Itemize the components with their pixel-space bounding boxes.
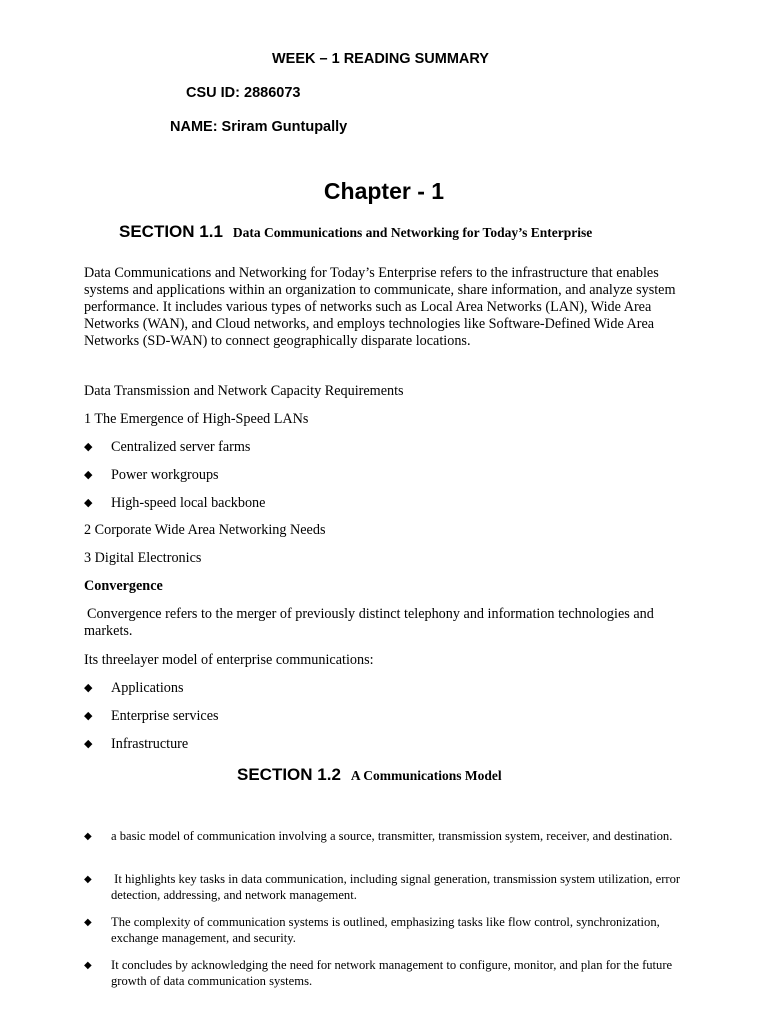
chapter-title: Chapter - 1 xyxy=(323,178,445,204)
summary-title: WEEK – 1 READING SUMMARY xyxy=(272,51,489,67)
diamond-bullet-icon: ◆ xyxy=(84,831,92,842)
diamond-bullet-icon: ◆ xyxy=(84,917,92,928)
diamond-bullet-icon: ◆ xyxy=(84,497,93,509)
diamond-bullet-icon: ◆ xyxy=(84,710,93,722)
list-item-1: 1 The Emergence of High-Speed LANs xyxy=(84,411,309,427)
section-2-heading xyxy=(237,765,502,785)
section-1-number: SECTION 1.1 xyxy=(119,222,223,241)
list-item-3: 3 Digital Electronics xyxy=(84,550,202,566)
list-item-2: 2 Corporate Wide Area Networking Needs xyxy=(84,522,326,538)
section-1-heading xyxy=(119,222,592,242)
list-item: ◆ The complexity of communication systems is outlined, emphasizing tasks like flow control, synchronization, exchange management, and security. xyxy=(84,915,660,945)
list-item: ◆ a basic model of communication involving a source, transmitter, transmission system, receiver, and destination. xyxy=(84,829,673,843)
section-2-number: SECTION 1.2 xyxy=(237,765,341,784)
diamond-bullet-icon: ◆ xyxy=(84,738,93,750)
section-2-title: A Communications Model xyxy=(350,768,502,783)
diamond-bullet-icon: ◆ xyxy=(84,441,93,453)
diamond-bullet-icon: ◆ xyxy=(84,469,93,481)
convergence-heading-wrap xyxy=(84,578,694,595)
convergence-text: Convergence refers to the merger of previously distinct telephony and information technologies and markets. xyxy=(84,606,654,639)
document-page: WEEK – 1 READING SUMMARY CSU ID: 2886073 NAME: Sriram Guntupally Chapter - 1 SECTION 1.1 Data Communications and Networking for Today’s Enterprise Data Communications and Networking for Today’s Enterprise refers to the infrastructure that enables systems and applications within an organization to communicate, share information, and analyze system performance. It includes various types of networks such as Local Area Networks (LAN), Wide Area Networks (WAN), and Cloud networks, and employs technologies like Software-Defined Wide Area Networks (SD-WAN) to connect geographically disparate locations. Data Transmission and Network Capacity Requirements 1 The Emergence of High-Speed LANs ◆ Centralized server farms ◆ Power workgroups ◆ High-speed local backbone 2 Corporate Wide Area Networking Needs 3 Digital Electronics Convergence Convergence refers to the merger of previously distinct telephony and information technologies and markets. Its threelayer model of enterprise communications: ◆ Applications ◆ Enterprise services ◆ Infrastructure SECTION 1.2 A Communications Model ◆ a basic model of communication involving a source, transmitter, transmission system, receiver, and destination. ◆ It highlights key tasks in data communication, including signal generation, transmission system utilization, error detection, addressing, and network management. ◆ The complexity of communication systems is outlined, emphasizing tasks like flow control, synchronization, exchange management, and security. ◆ It concludes by acknowledging the need for network management to configure, monitor, and plan for the future growth of data communication systems. xyxy=(0,0,768,1024)
diamond-bullet-icon: ◆ xyxy=(84,960,92,971)
csu-id: CSU ID: 2886073 xyxy=(186,85,301,101)
section-1-title: Data Communications and Networking for Today’s Enterprise xyxy=(232,225,593,240)
diamond-bullet-icon: ◆ xyxy=(84,874,92,885)
list-item: ◆ It highlights key tasks in data communication, including signal generation, transmission system utilization, error detection, addressing, and network management. xyxy=(84,872,684,902)
convergence-heading: Convergence xyxy=(84,578,163,594)
layer-intro: Its threelayer model of enterprise communications: xyxy=(84,652,374,668)
capacity-heading: Data Transmission and Network Capacity Requirements xyxy=(84,383,404,399)
section-1-paragraph: Data Communications and Networking for Today’s Enterprise refers to the infrastructure that enables systems and applications within an organization to communicate, share information, and analyze system performance. It includes various types of networks such as Local Area Networks (LAN), Wide Area Networks (WAN), and Cloud networks, and employs technologies like Software-Defined Wide Area Networks (SD-WAN) to connect geographically disparate locations. xyxy=(84,265,676,349)
list-item: ◆ It concludes by acknowledging the need for network management to configure, monitor, and plan for the future growth of data communication systems. xyxy=(84,958,673,988)
student-name: NAME: Sriram Guntupally xyxy=(170,119,348,135)
diamond-bullet-icon: ◆ xyxy=(84,682,93,694)
